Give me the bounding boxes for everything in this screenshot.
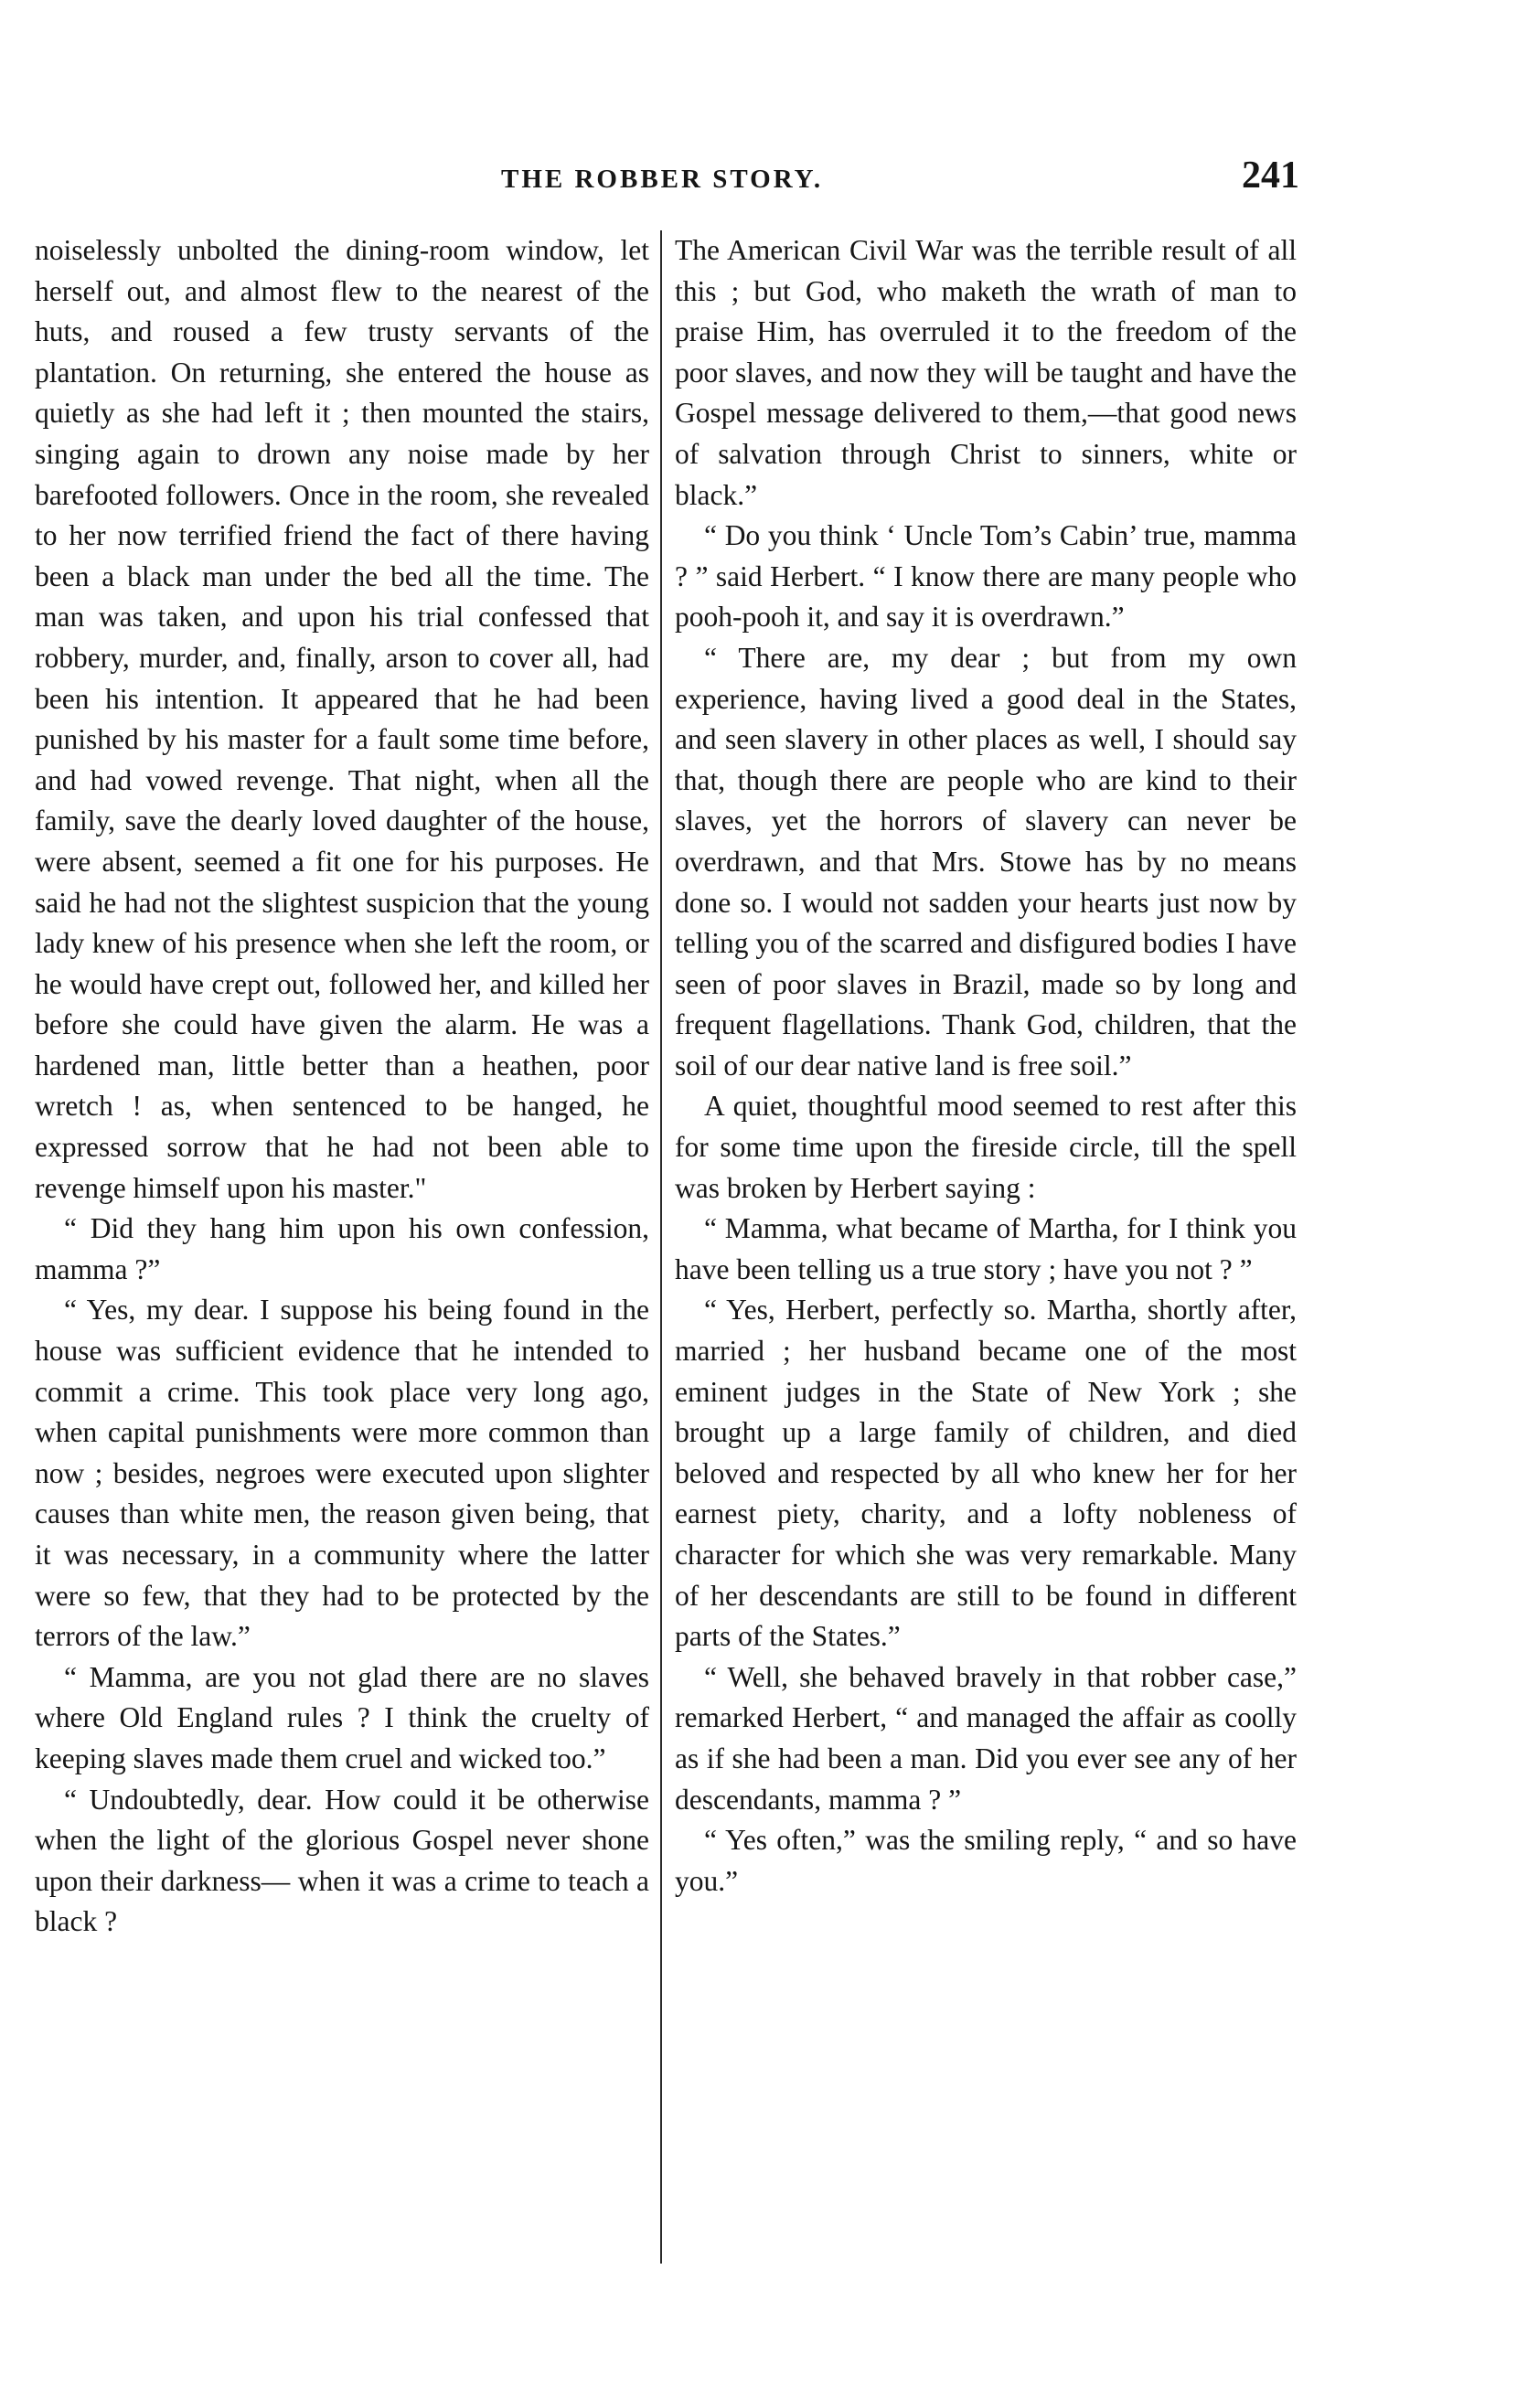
right-column (675, 230, 1297, 1902)
paragraph: The American Civil War was the terrible result of all this ; but God, who maketh the wrath of man to praise Him, has overruled it to the freedom of the poor slaves, and now they will be taught and have the Gospel message delivered to them,—that good news of salvation through Christ to sinners, white or black.” (675, 234, 1297, 511)
running-title: THE ROBBER STORY. (501, 165, 824, 194)
paragraph: “ Mamma, are you not glad there are no slaves where Old England rules ? I think the cruelty of keeping slaves made them cruel and wicked too.” (35, 1660, 649, 1774)
left-column (35, 230, 649, 1943)
paragraph: “ Yes often,” was the smiling reply, “ and so have you.” (675, 1824, 1297, 1897)
paragraph: “ Well, she behaved bravely in that robber case,” remarked Herbert, “ and managed the affair as coolly as if she had been a man. Did you ever see any of her descendants, mamma ? ” (675, 1660, 1297, 1816)
paragraph: A quiet, thoughtful mood seemed to rest after this for some time upon the fireside circle, till the spell was broken by Herbert saying : (675, 1090, 1297, 1204)
paragraph: “ Did they hang him upon his own confession, mamma ?” (35, 1212, 649, 1285)
page-number: 241 (1242, 154, 1299, 197)
paragraph: “ There are, my dear ; but from my own experience, having lived a good deal in the States, and seen slavery in other places as well, I should say that, though there are people who are kind to their slaves, yet the horrors of slavery can never be overdrawn, and that Mrs. Stowe has by no means done so. I would not sadden your hearts just now by telling you of the scarred and disfigured bodies I have seen of poor slaves in Brazil, made so by long and frequent flagellations. Thank God, children, that the soil of our dear native land is free soil.” (675, 641, 1297, 1081)
column-rule (660, 230, 662, 2264)
paragraph: “ Yes, my dear. I suppose his being found in the house was sufficient evidence that he intended to commit a crime. This took place very long ago, when capital punishments were more common than now ; besides, negroes were executed upon slighter causes than white men, the reason given being, that it was necessary, in a community where the latter were so few, that they had to be protected by the terrors of the law.” (35, 1294, 649, 1653)
paragraph: “ Do you think ‘ Uncle Tom’s Cabin’ true, mamma ? ” said Herbert. “ I know there are many people who pooh-pooh it, and say it is overdrawn.” (675, 519, 1297, 634)
running-head (0, 154, 1538, 208)
paragraph: “ Undoubtedly, dear. How could it be otherwise when the light of the glorious Gospel never shone upon their darkness— when it was a crime to teach a black ? (35, 1783, 649, 1938)
paragraph: “ Yes, Herbert, perfectly so. Martha, shortly after, married ; her husband became one of the most eminent judges in the State of New York ; she brought up a large family of children, and died beloved and respected by all who knew her for her earnest piety, charity, and a lofty nobleness of character for which she was very remarkable. Many of her descendants are still to be found in different parts of the States.” (675, 1294, 1297, 1653)
paragraph: “ Mamma, what became of Martha, for I think you have been telling us a true story ; have you not ? ” (675, 1212, 1297, 1285)
paragraph: noiselessly unbolted the dining-room window, let herself out, and almost flew to the nearest of the huts, and roused a few trusty servants of the plantation. On returning, she entered the house as quietly as she had left it ; then mounted the stairs, singing again to drown any noise made by her barefooted followers. Once in the room, she revealed to her now terrified friend the fact of there having been a black man under the bed all the time. The man was taken, and upon his trial confessed that robbery, murder, and, finally, arson to cover all, had been his intention. It appeared that he had been punished by his master for a fault some time before, and had vowed revenge. That night, when all the family, save the dearly loved daughter of the house, were absent, seemed a fit one for his purposes. He said he had not the slightest suspicion that the young lady knew of his presence when she left the room, or he would have crept out, followed her, and killed her before she could have given the alarm. He was a hardened man, little better than a heathen, poor wretch ! as, when sentenced to be hanged, he expressed sorrow that he had not been able to revenge himself upon his master." (35, 234, 649, 1204)
